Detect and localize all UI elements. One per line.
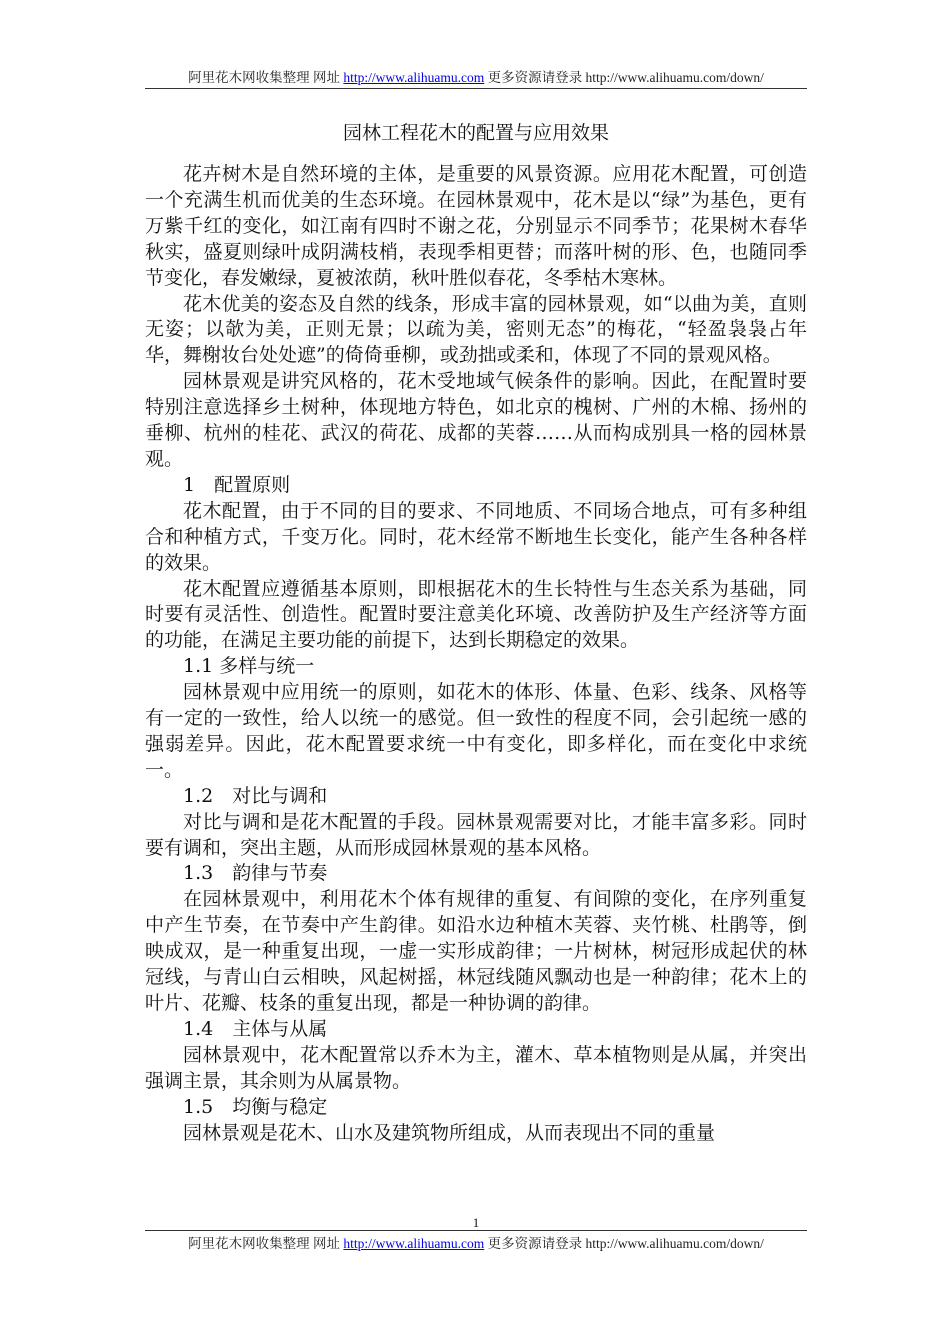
paragraph: 园林景观中应用统一的原则，如花木的体形、体量、色彩、线条、风格等有一定的一致性，给人以统一的感觉。但一致性的程度不同，会引起统一感的强弱差异。因此，花木配置要求统一中有变化，即多样化，而在变化中求统一。 [145, 681, 807, 781]
subsection-heading: 1.4 主体与从属 [183, 1017, 328, 1040]
footer-suffix: 更多资源请登录 http://www.alihuamu.com/down/ [484, 1236, 764, 1251]
paragraph: 花卉树木是自然环境的主体，是重要的风景资源。应用花木配置，可创造一个充满生机而优美的生态环境。在园林景观中，花木是以“绿”为基色，更有万紫千红的变化，如江南有四时不谢之花，分别显示不同季节；花果树木春华秋实，盛夏则绿叶成阴满枝梢，表现季相更替；而落叶树的形、色，也随同季节变化，春发嫩绿，夏被浓荫，秋叶胜似春花，冬季枯木寒林。 [145, 163, 807, 289]
header-prefix: 阿里花木网收集整理 网址 [188, 70, 344, 85]
document-body [145, 162, 807, 1146]
page-footer [145, 1230, 807, 1252]
paragraph: 花木配置应遵循基本原则，即根据花木的生长特性与生态关系为基础，同时要有灵活性、创造性。配置时要注意美化环境、改善防护及生产经济等方面的功能，在满足主要功能的前提下，达到长期稳定的效果。 [145, 577, 807, 652]
subsection-heading: 1.2 对比与调和 [183, 784, 328, 807]
page-number: 1 [472, 1215, 480, 1230]
page-header [145, 66, 807, 89]
footer-site-link[interactable]: http://www.alihuamu.com [343, 1236, 485, 1251]
paragraph: 花木配置，由于不同的目的要求、不同地质、不同场合地点，可有多种组合和种植方式，千变万化。同时，花木经常不断地生长变化，能产生各种各样的效果。 [145, 499, 807, 574]
paragraph: 在园林景观中，利用花木个体有规律的重复、有间隙的变化，在序列重复中产生节奏，在节奏中产生韵律。如沿水边种植木芙蓉、夹竹桃、杜鹃等，倒映成双，是一种重复出现，一虚一实形成韵律；一片树林，树冠形成起伏的林冠线，与青山白云相映，风起树摇，林冠线随风飘动也是一种韵律；花木上的叶片、花瓣、枝条的重复出现，都是一种协调的韵律。 [145, 888, 807, 1014]
header-site-link[interactable]: http://www.alihuamu.com [343, 70, 485, 85]
paragraph: 园林景观中，花木配置常以乔木为主，灌木、草本植物则是从属，并突出强调主景，其余则为从属景物。 [145, 1043, 807, 1092]
paragraph: 花木优美的姿态及自然的线条，形成丰富的园林景观，如“以曲为美，直则无姿；以欹为美，正则无景；以疏为美，密则无态”的梅花，“轻盈袅袅占年华，舞榭妆台处处遮”的倚倚垂柳，或劲拙或柔和，体现了不同的景观风格。 [145, 292, 807, 367]
subsection-heading: 1.1 多样与统一 [183, 655, 315, 678]
document-title: 园林工程花木的配置与应用效果 [342, 122, 609, 144]
paragraph: 园林景观是花木、山水及建筑物所组成，从而表现出不同的重量 [183, 1121, 716, 1144]
header-suffix: 更多资源请登录 http://www.alihuamu.com/down/ [484, 70, 764, 85]
subsection-heading: 1.5 均衡与稳定 [183, 1095, 328, 1118]
subsection-heading: 1.3 韵律与节奏 [183, 862, 328, 885]
paragraph: 园林景观是讲究风格的，花木受地域气候条件的影响。因此，在配置时要特别注意选择乡土树种，体现地方特色，如北京的槐树、广州的木棉、扬州的垂柳、杭州的桂花、武汉的荷花、成都的芙蓉……从而构成别具一格的园林景观。 [145, 370, 807, 470]
paragraph: 对比与调和是花木配置的手段。园林景观需要对比，才能丰富多彩。同时要有调和，突出主题，从而形成园林景观的基本风格。 [145, 810, 807, 859]
section-heading: 1 配置原则 [183, 473, 291, 496]
footer-prefix: 阿里花木网收集整理 网址 [188, 1236, 344, 1251]
